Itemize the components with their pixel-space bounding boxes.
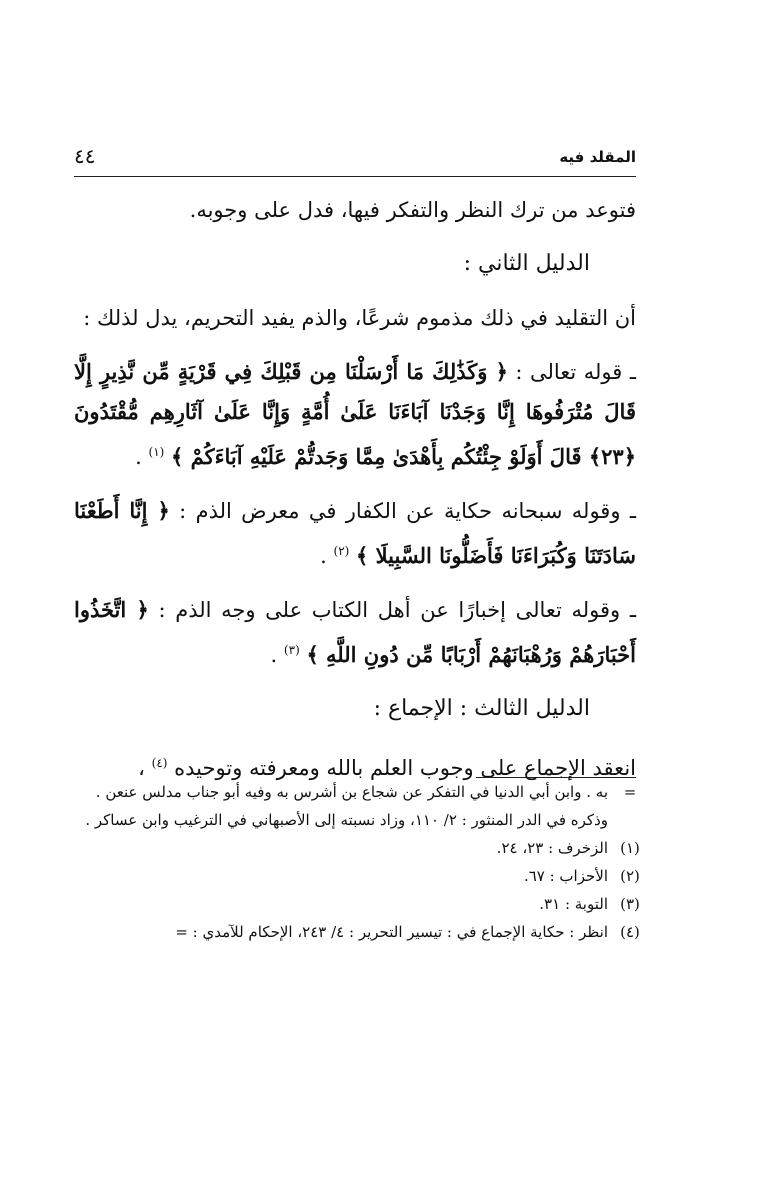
footnote-ref: (١) xyxy=(148,445,165,459)
period: . xyxy=(135,445,142,469)
section-heading: الدليل الثاني : xyxy=(463,251,590,276)
paragraph: أن التقليد في ذلك مذموم شرعًا، والذم يفيد التحريم، يدل لذلك : xyxy=(83,306,636,330)
paragraph-text: انعقد الإجماع على وجوب العلم بالله ومعرفته وتوحيده xyxy=(174,756,636,780)
footnote-text: الزخرف : ٢٣، ٢٤. xyxy=(496,839,608,857)
footnote-text: الأحزاب : ٦٧. xyxy=(523,867,608,885)
continuation-mark: = xyxy=(623,783,637,801)
main-text xyxy=(74,190,636,802)
section-heading: الدليل الثالث : الإجماع : xyxy=(373,696,590,721)
paragraph-with-verse xyxy=(74,352,636,477)
running-title: المقلد فيه xyxy=(559,148,636,166)
page-number: ٤٤ xyxy=(74,144,96,168)
footnote xyxy=(70,918,648,946)
footnote-ref: (٢) xyxy=(333,544,350,558)
quran-verse: ﴿ إِنَّا أَطَعْنَا سَادَتَنَا وَكُبَرَاءَنَا فَأَضَلُّونَا السَّبِيلَا ﴾ xyxy=(74,498,636,568)
quran-verse: ﴿ اتَّخَذُوا أَحْبَارَهُمْ وَرُهْبَانَهُمْ أَرْبَابًا مِّن دُونِ اللَّهِ ﴾ xyxy=(74,597,636,667)
footnotes xyxy=(70,778,648,946)
footnote-ref: (٣) xyxy=(283,643,300,657)
paragraph-with-verse xyxy=(74,590,636,675)
verse-intro: ـ قوله تعالى : xyxy=(507,360,636,384)
footnote-continuation xyxy=(70,778,648,834)
paragraph: فتوعد من ترك النظر والتفكر فيها، فدل على وجوبه. xyxy=(189,198,636,222)
footnote-text: به . وابن أبي الدنيا في التفكر عن شجاع بن أشرس به وفيه أبو جناب مدلس عنعن . وذكره في الدر المنثور : ٢/ ١١٠، وزاد نسبته إلى الأصبهاني في الترغيب وابن عساكر . xyxy=(85,783,608,829)
footnote-number: (٤) xyxy=(620,923,640,941)
verse-intro: ـ وقوله تعالى إخبارًا عن أهل الكتاب على وجه الذم : xyxy=(148,598,636,622)
footnote xyxy=(70,862,648,890)
footnote-text: التوبة : ٣١. xyxy=(539,895,608,913)
footnote xyxy=(70,834,648,862)
comma: ، xyxy=(138,756,145,780)
verse-intro: ـ وقوله سبحانه حكاية عن الكفار في معرض الذم : xyxy=(169,499,636,523)
paragraph-with-verse xyxy=(74,491,636,576)
footnote-number: (٣) xyxy=(620,895,640,913)
page-header xyxy=(74,144,636,177)
footnote-ref: (٤) xyxy=(151,756,168,770)
footnote-number: (٢) xyxy=(620,867,640,885)
footnote-number: (١) xyxy=(620,839,640,857)
footnote xyxy=(70,890,648,918)
period: . xyxy=(320,544,327,568)
period: . xyxy=(270,643,278,667)
footnote-text: انظر : حكاية الإجماع في : تيسير التحرير : ٤/ ٢٤٣، الإحكام للآمدي : = xyxy=(175,923,608,941)
quran-verse: ﴿ وَكَذَٰلِكَ مَا أَرْسَلْنَا مِن قَبْلِكَ فِي قَرْيَةٍ مِّن نَّذِيرٍ إِلَّا قَالَ مُتْرَفُوهَا إِنَّا وَجَدْنَا آبَاءَنَا عَلَىٰ أُمَّةٍ وَإِنَّا عَلَىٰ آثَارِهِم مُّقْتَدُونَ ﴿٢٣﴾ قَالَ أَوَلَوْ جِئْتُكُم بِأَهْدَىٰ مِمَّا وَجَدتُّمْ عَلَيْهِ آبَاءَكُمْ ﴾ xyxy=(74,359,636,469)
